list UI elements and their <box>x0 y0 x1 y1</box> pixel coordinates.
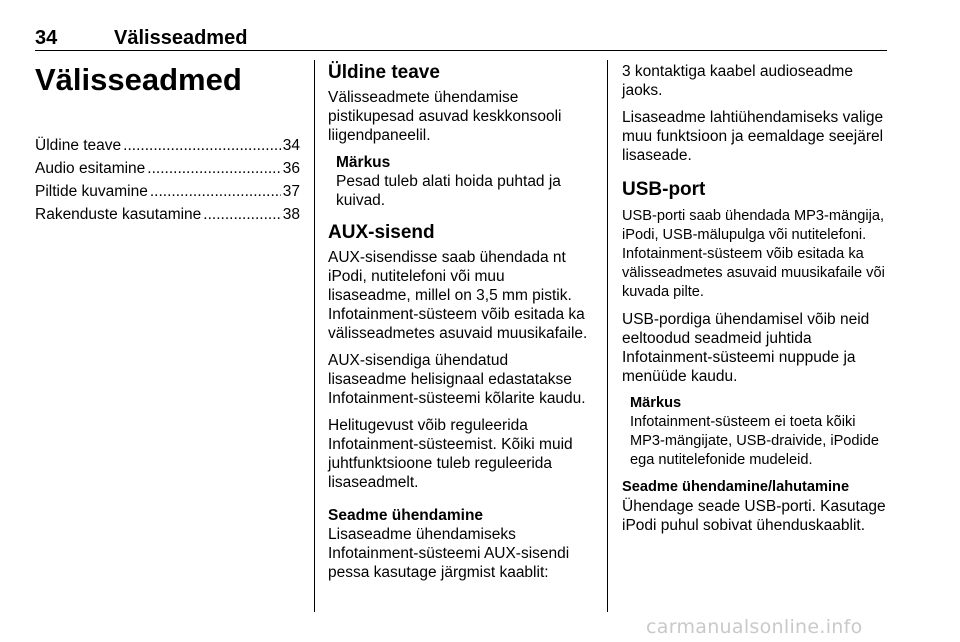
subheading-connect-disconnect: Seadme ühendamine/lahutamine <box>622 479 850 495</box>
note-text: Pesad tuleb alati hoida puhtad ja kuivad. <box>336 173 561 209</box>
note-box <box>630 394 890 470</box>
running-title: Välisseadmed <box>114 27 248 49</box>
paragraph: USB-pordiga ühendamisel võib neid eeltoodud seadmeid juhtida Infotainment-süsteemi nuppude ja menüüde kaudu. <box>622 311 870 385</box>
paragraph: Ühendage seade USB-porti. Kasutage iPodi puhul sobivat ühenduskaablit. <box>622 498 886 534</box>
paragraph: Lisaseadme lahtiühendamiseks valige muu funktsioon ja eemaldage seejärel lisaseade. <box>622 109 884 164</box>
note-text: Infotainment-süsteem ei toeta kõiki MP3-mängijate, USB-draivide, iPodide ega nutitelefonide mudeleid. <box>630 414 880 468</box>
toc-item[interactable] <box>35 136 300 155</box>
paragraph: Lisaseadme ühendamiseks Infotainment-süsteemi AUX-sisendi pessa kasutage järgmist kaablit: <box>328 526 570 581</box>
toc-dots <box>203 205 280 224</box>
paragraph: AUX-sisendiga ühendatud lisaseadme helisignaal edastatakse Infotainment-süsteemi kõlarite kaudu. <box>328 352 586 407</box>
section-heading-usb: USB-port <box>622 179 706 200</box>
toc-dots <box>147 159 280 178</box>
column-divider <box>314 60 315 612</box>
section-heading-general: Üldine teave <box>328 62 440 83</box>
toc-label: Üldine teave <box>35 137 122 154</box>
note-box <box>336 153 590 210</box>
toc-page: 37 <box>282 183 300 200</box>
paragraph: Helitugevust võib reguleerida Infotainment-süsteemist. Kõiki muid juhtfunktsioone tuleb reguleerida lisaseadmelt. <box>328 417 573 491</box>
toc-label: Piltide kuvamine <box>35 183 148 200</box>
toc-item[interactable] <box>35 182 300 201</box>
toc-page: 36 <box>282 160 300 177</box>
toc-page: 38 <box>282 206 300 223</box>
right-column <box>622 62 890 543</box>
watermark-logo: carmanualsonline.info <box>646 616 863 638</box>
toc-page: 34 <box>282 137 300 154</box>
chapter-title: Välisseadmed <box>35 62 242 97</box>
note-title: Märkus <box>630 395 682 411</box>
subheading-connect: Seadme ühendamine <box>328 507 484 524</box>
paragraph: Välisseadmete ühendamise pistikupesad asuvad keskkonsooli liigendpaneelil. <box>328 89 562 144</box>
paragraph: AUX-sisendisse saab ühendada nt iPodi, nutitelefoni või muu lisaseadme, millel on 3,5 mm pistik. Infotainment-süsteem võib esitada ka välisseadmetes asuvaid muusikafaile. <box>328 249 588 342</box>
page-header <box>35 28 887 51</box>
toc-label: Audio esitamine <box>35 160 146 177</box>
section-heading-aux: AUX-sisend <box>328 222 435 243</box>
left-column <box>35 62 300 228</box>
toc-dots <box>123 136 281 155</box>
toc-item[interactable] <box>35 205 300 224</box>
note-title: Märkus <box>336 154 391 171</box>
column-divider <box>607 60 608 612</box>
page-number: 34 <box>35 27 58 49</box>
paragraph: USB-porti saab ühendada MP3-mängija, iPodi, USB-mälupulga või nutitelefoni. Infotainment-süsteem võib esitada ka välisseadmetes asuvaid muusikafaile või kuvada pilte. <box>622 208 885 300</box>
paragraph: 3 kontaktiga kaabel audioseadme jaoks. <box>622 63 853 99</box>
table-of-contents <box>35 136 300 224</box>
middle-column <box>328 62 590 590</box>
toc-dots <box>150 182 281 201</box>
toc-label: Rakenduste kasutamine <box>35 206 202 223</box>
toc-item[interactable] <box>35 159 300 178</box>
